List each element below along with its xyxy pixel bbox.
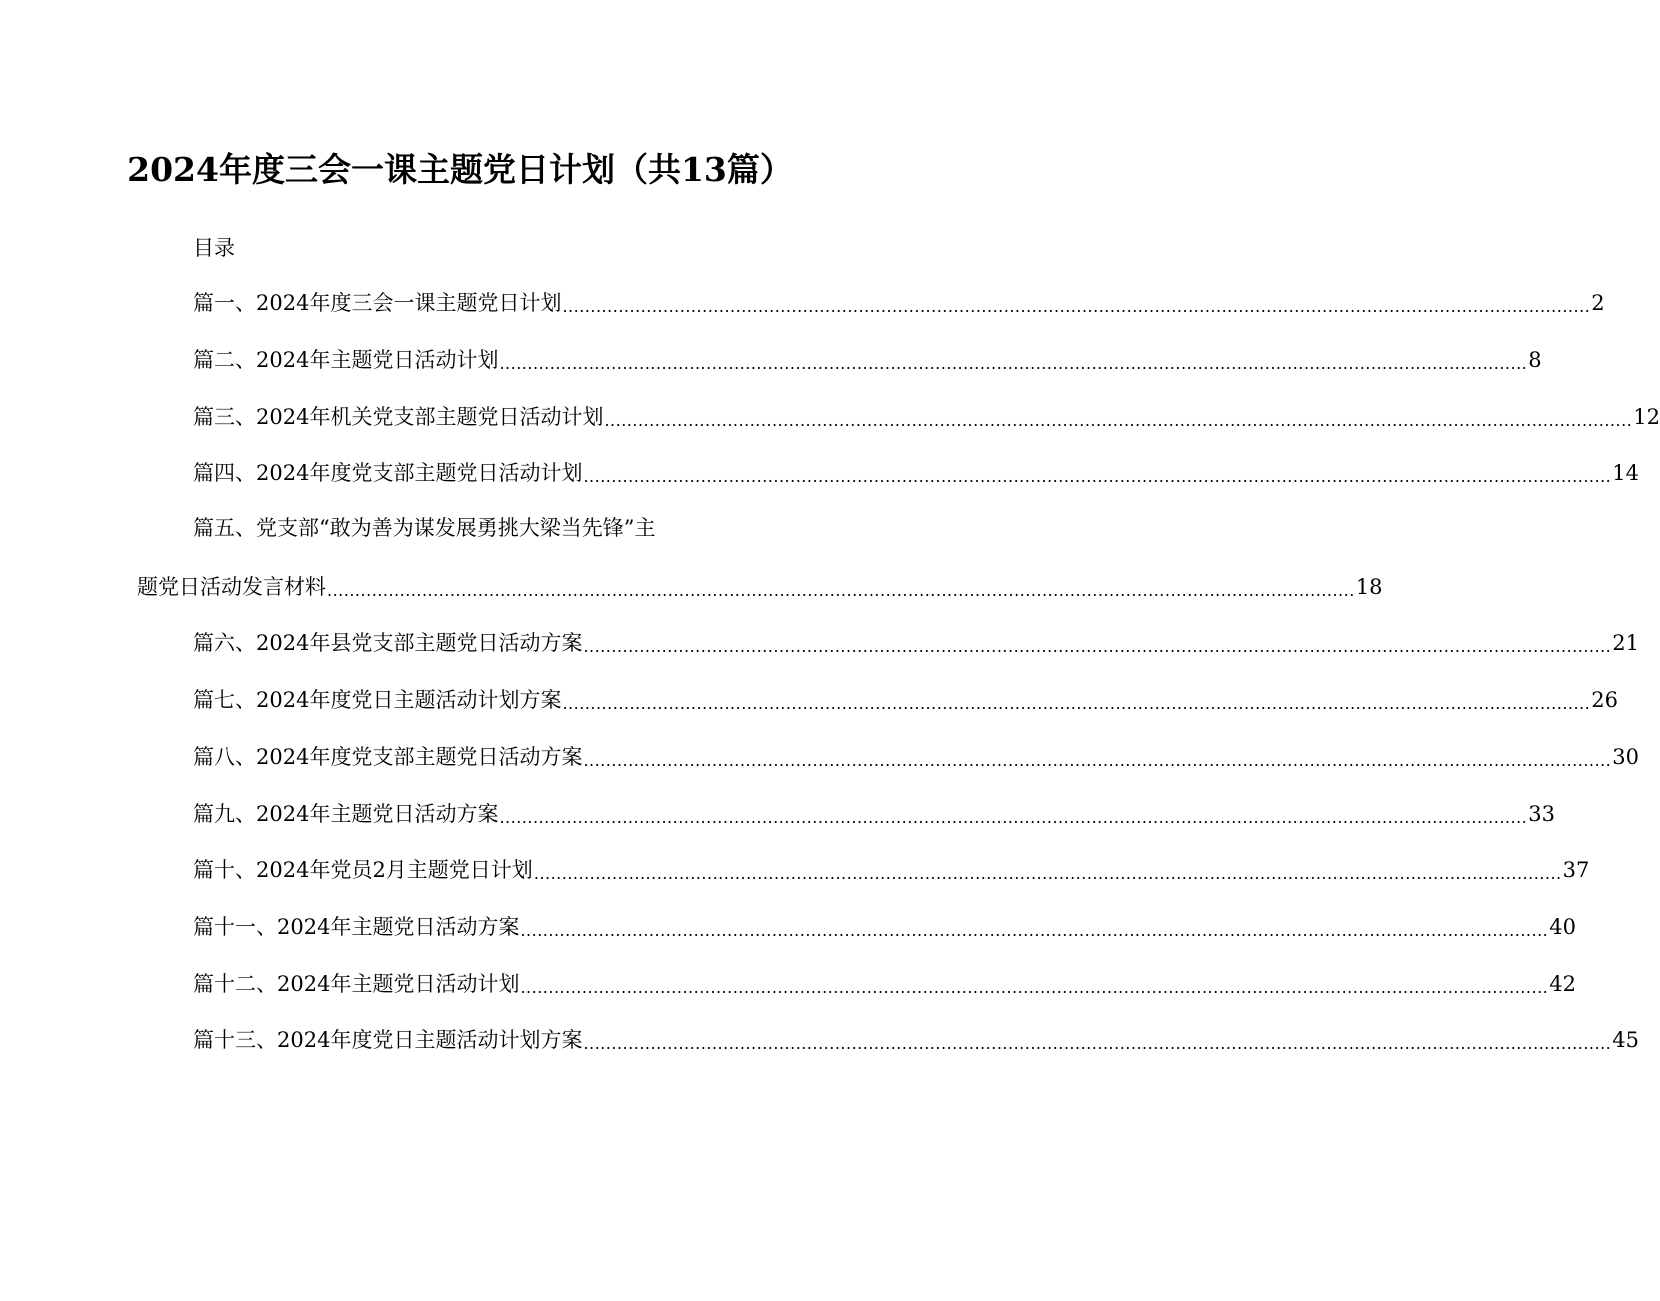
toc-entry[interactable] — [193, 400, 1660, 432]
toc-leader-dots: ........................................................................................................................................................................................ — [499, 808, 1528, 827]
toc-entry[interactable] — [193, 740, 1639, 772]
toc-entry-page: 26 — [1591, 688, 1618, 712]
toc-entry-label: 篇八、2024年度党支部主题党日活动方案 — [193, 745, 583, 769]
toc-leader-dots: ........................................................................................................................................................................................ — [327, 581, 1355, 600]
toc-leader-dots: ........................................................................................................................................................................................ — [604, 411, 1633, 430]
toc-entry[interactable] — [193, 456, 1639, 488]
toc-entry[interactable] — [193, 343, 1542, 375]
toc-entry[interactable] — [193, 683, 1618, 715]
toc-entry-page: 14 — [1612, 461, 1639, 485]
toc-entry-page: 33 — [1528, 802, 1555, 826]
toc-entry-page: 40 — [1549, 915, 1576, 939]
toc-leader-dots: ........................................................................................................................................................................................ — [583, 467, 1612, 486]
toc-heading: 目录 — [193, 236, 235, 260]
toc-entry-label: 篇四、2024年度党支部主题党日活动计划 — [193, 461, 583, 485]
toc-entry-page: 2 — [1591, 291, 1605, 315]
toc-entry-label-line1[interactable]: 篇五、党支部“敢为善为谋发展勇挑大梁当先锋”主 — [193, 516, 656, 540]
toc-leader-dots: ........................................................................................................................................................................................ — [499, 354, 1528, 373]
toc-leader-dots: ........................................................................................................................................................................................ — [520, 978, 1549, 997]
toc-entry-page: 30 — [1612, 745, 1639, 769]
toc-entry-page: 37 — [1562, 858, 1590, 882]
toc-entry-page: 21 — [1612, 631, 1639, 655]
toc-entry-label: 篇二、2024年主题党日活动计划 — [193, 348, 499, 372]
toc-entry[interactable] — [137, 570, 1383, 602]
toc-leader-dots: ........................................................................................................................................................................................ — [520, 921, 1549, 940]
toc-leader-dots: ........................................................................................................................................................................................ — [583, 637, 1612, 656]
toc-entry[interactable] — [193, 967, 1576, 999]
toc-entry-page: 8 — [1528, 348, 1542, 372]
toc-leader-dots: ........................................................................................................................................................................................ — [562, 297, 1591, 316]
toc-entry[interactable] — [193, 286, 1605, 318]
toc-entry-page: 12 — [1633, 405, 1660, 429]
toc-entry-page: 18 — [1355, 575, 1383, 599]
toc-entry-label: 篇十二、2024年主题党日活动计划 — [193, 972, 520, 996]
toc-entry-label: 篇十三、2024年度党日主题活动计划方案 — [193, 1028, 583, 1052]
toc-entry-label: 篇一、2024年度三会一课主题党日计划 — [193, 291, 562, 315]
toc-entry-label: 篇九、2024年主题党日活动方案 — [193, 802, 499, 826]
toc-entry-page: 45 — [1612, 1028, 1639, 1052]
document-title: 2024年度三会一课主题党日计划（共13篇） — [127, 150, 793, 189]
toc-entry[interactable] — [193, 910, 1576, 942]
toc-leader-dots: ........................................................................................................................................................................................ — [533, 864, 1562, 883]
toc-entry-label: 篇三、2024年机关党支部主题党日活动计划 — [193, 405, 604, 429]
toc-entry-label-line2: 题党日活动发言材料 — [137, 575, 326, 599]
toc-entry[interactable] — [193, 853, 1590, 885]
toc-leader-dots: ........................................................................................................................................................................................ — [562, 694, 1591, 713]
toc-leader-dots: ........................................................................................................................................................................................ — [583, 751, 1612, 770]
toc-entry-label: 篇十一、2024年主题党日活动方案 — [193, 915, 520, 939]
toc-entry-label: 篇六、2024年县党支部主题党日活动方案 — [193, 631, 583, 655]
toc-entry-label: 篇十、2024年党员2月主题党日计划 — [193, 858, 533, 882]
toc-entry[interactable] — [193, 797, 1555, 829]
toc-entry-page: 42 — [1549, 972, 1576, 996]
toc-entry-label: 篇七、2024年度党日主题活动计划方案 — [193, 688, 562, 712]
toc-leader-dots: ........................................................................................................................................................................................ — [583, 1034, 1612, 1053]
toc-entry[interactable] — [193, 1023, 1639, 1055]
toc-entry[interactable] — [193, 626, 1639, 658]
